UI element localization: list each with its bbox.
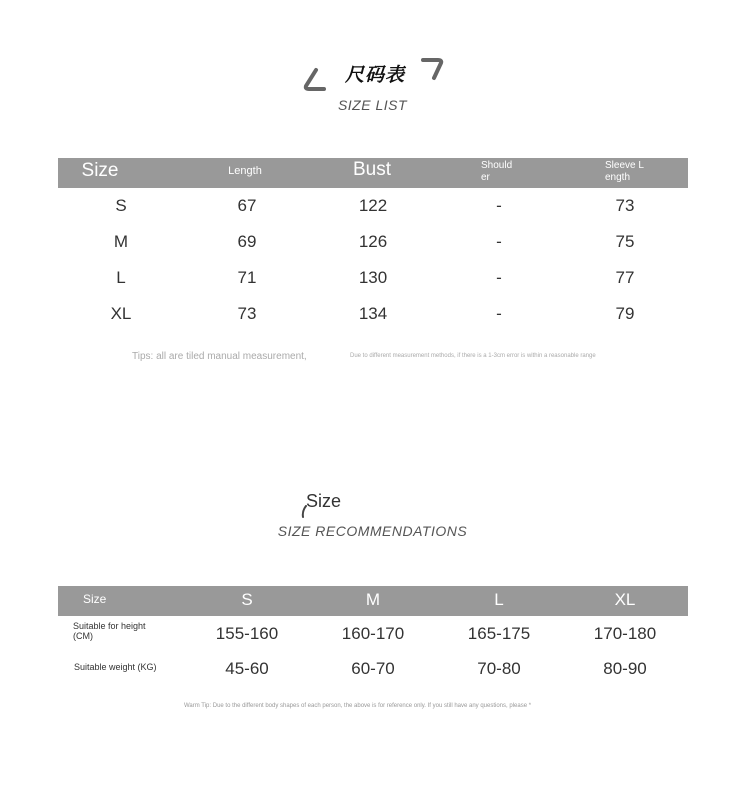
bracket-right-icon (420, 56, 448, 82)
size-list-title-cn: 尺码表 (344, 64, 405, 86)
size-rec-header-size: Size (83, 592, 107, 606)
size-rec-header-s: S (241, 590, 253, 609)
size-rec-cell: 165-175 (467, 624, 531, 643)
size-list-cell: 126 (358, 232, 388, 251)
size-list-cell: 77 (615, 268, 635, 287)
size-list-cell: 67 (237, 196, 257, 215)
size-rec-title-en: SIZE RECOMMENDATIONS (277, 523, 468, 539)
size-rec-cell: 70-80 (477, 659, 521, 678)
size-rec-cell: 80-90 (603, 659, 647, 678)
size-list-cell: - (496, 304, 502, 323)
size-rec-cell: 155-160 (215, 624, 279, 643)
size-list-cell: 71 (237, 268, 257, 287)
size-list-cell: XL (110, 304, 132, 323)
size-list-tip-detail: Due to different measurement methods, if there is a 1-3cm error is within a reasonable range (350, 353, 596, 359)
size-list-cell: 79 (615, 304, 635, 323)
size-rec-header-m: M (365, 590, 381, 609)
size-list-cell: 73 (615, 196, 635, 215)
size-list-tip: Tips: all are tiled manual measurement, (132, 351, 307, 362)
size-rec-cell: 60-70 (351, 659, 395, 678)
size-rec-cell: 45-60 (225, 659, 269, 678)
size-list-cell: - (496, 268, 502, 287)
size-rec-header-l: L (494, 590, 504, 609)
warm-tip: Warm Tip: Due to the different body shapes of each person, the above is for reference only. If you still have any questions, please * (183, 703, 532, 709)
size-list-cell: 75 (615, 232, 635, 251)
size-list-cell: S (115, 196, 127, 215)
size-list-cell: 134 (358, 304, 388, 323)
size-list-cell: M (113, 232, 129, 251)
size-list-header-bust: Bust (352, 159, 392, 180)
size-list-cell: 122 (358, 196, 388, 215)
size-list-cell: 69 (237, 232, 257, 251)
size-rec-header-xl: XL (614, 590, 636, 609)
size-list-cell: 73 (237, 304, 257, 323)
size-rec-cell: 160-170 (341, 624, 405, 643)
size-list-header-sleeve-length: Sleeve L ength (605, 160, 644, 183)
size-list-cell: - (496, 196, 502, 215)
size-rec-title-top: Size (306, 491, 342, 511)
size-rec-row-label-height: Suitable for height (CM) (73, 621, 146, 641)
size-list-header-length: Length (228, 165, 262, 177)
size-list-cell: 130 (358, 268, 388, 287)
size-rec-cell: 170-180 (593, 624, 657, 643)
size-list-header-size: Size (81, 160, 119, 181)
size-rec-row-label-weight: Suitable weight (KG) (74, 662, 157, 672)
size-list-cell: L (116, 268, 126, 287)
size-list-title-en: SIZE LIST (337, 97, 408, 113)
size-list-header-shoulder: Should er (481, 160, 513, 183)
size-list-cell: - (496, 232, 502, 251)
